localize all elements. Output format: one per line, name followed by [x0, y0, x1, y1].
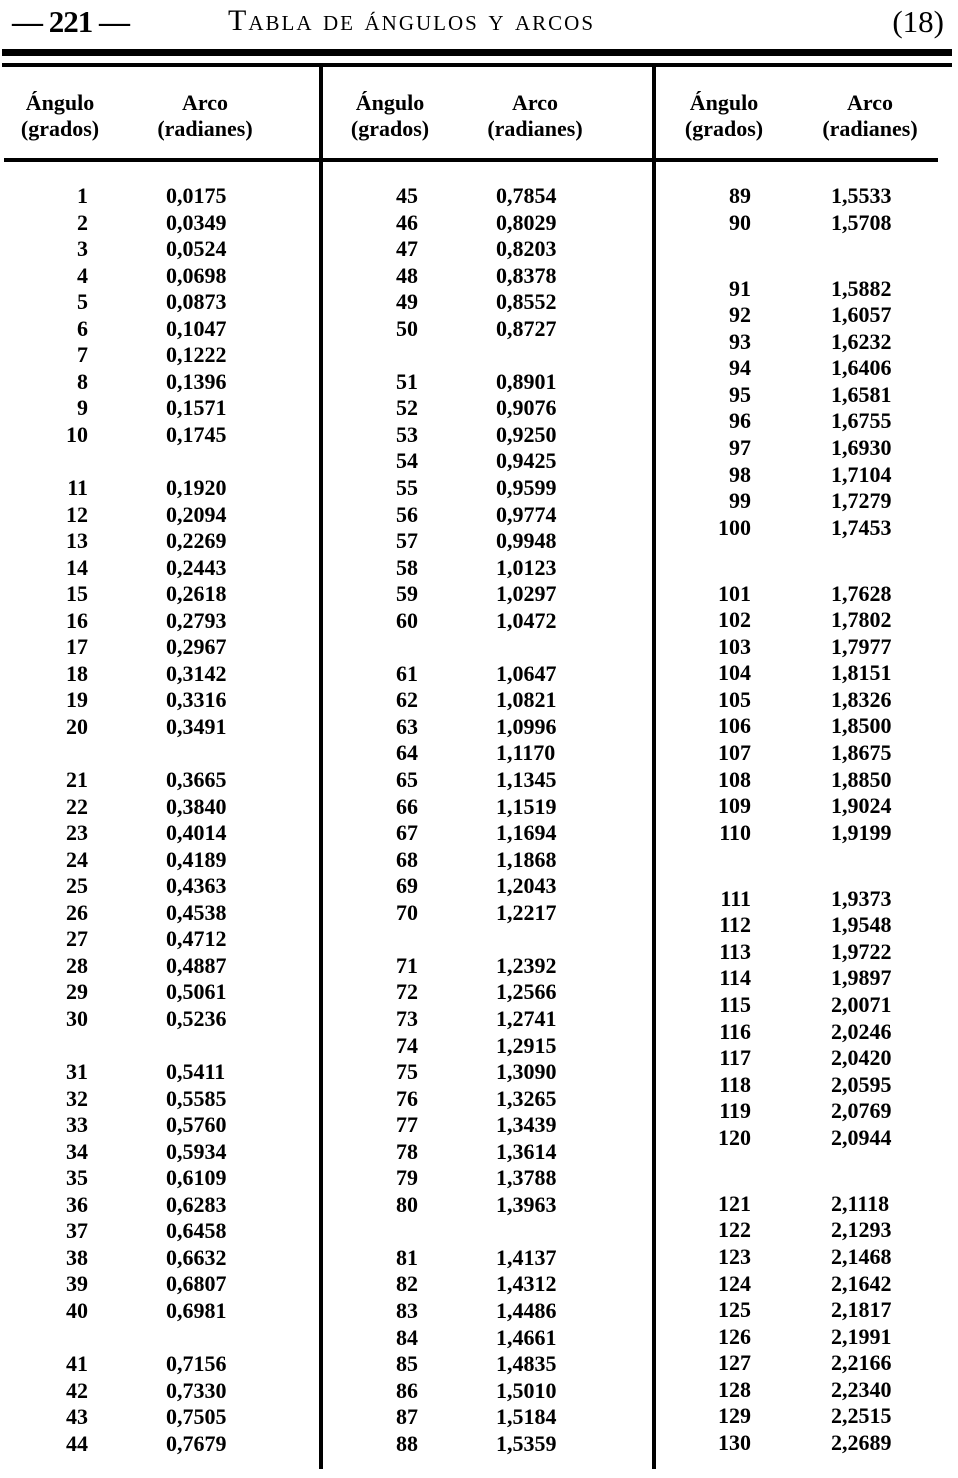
- arc-radians: 0,2094: [166, 501, 227, 527]
- arc-radians: 0,2967: [166, 634, 227, 660]
- angle-degrees: 9: [77, 395, 88, 421]
- angle-degrees: 97: [729, 434, 751, 460]
- angle-degrees: 50: [396, 315, 418, 341]
- angle-degrees: 43: [66, 1404, 88, 1430]
- angle-degrees: 82: [396, 1271, 418, 1297]
- angle-degrees: 96: [729, 408, 751, 434]
- arc-radians: 0,2793: [166, 607, 227, 633]
- arc-radians: 2,2166: [831, 1350, 892, 1376]
- arc-radians: 0,8901: [496, 368, 557, 394]
- angle-degrees: 64: [396, 740, 418, 766]
- arc-radians: 2,1642: [831, 1270, 892, 1296]
- angle-degrees: 23: [66, 820, 88, 846]
- column-header: [330, 90, 630, 150]
- page-number: — 221 —: [12, 4, 129, 39]
- arc-radians: 0,9076: [496, 395, 557, 421]
- arc-radians: 0,1222: [166, 342, 227, 368]
- arc-radians: 0,3665: [166, 767, 227, 793]
- angle-degrees: 89: [729, 183, 751, 208]
- column-divider: [652, 67, 656, 1469]
- angle-degrees: 118: [719, 1071, 751, 1097]
- arc-radians: 1,1170: [496, 740, 556, 766]
- arc-radians: 0,0524: [166, 236, 227, 262]
- arc-radians: 1,0821: [496, 687, 557, 713]
- arc-radians: 1,5882: [831, 275, 892, 301]
- arc-radians: 1,0647: [496, 660, 557, 686]
- angle-degrees: 128: [718, 1376, 751, 1402]
- arc-header: Arco: [511, 90, 559, 115]
- angle-degrees: 42: [66, 1377, 88, 1403]
- arc-radians: 1,3439: [496, 1112, 557, 1138]
- arc-radians: 1,9199: [831, 819, 892, 845]
- arc-header: Arco: [846, 90, 894, 115]
- angle-degrees: 110: [719, 819, 751, 845]
- angle-degrees: 45: [396, 183, 418, 208]
- angle-degrees: 67: [396, 820, 418, 846]
- arc-radians: 1,0297: [496, 581, 557, 607]
- angle-degrees: 114: [719, 965, 751, 991]
- angle-degrees: 14: [66, 554, 88, 580]
- angle-degrees: 54: [396, 448, 418, 474]
- arc-radians: 1,2392: [496, 952, 557, 978]
- arc-radians: 0,9774: [496, 501, 557, 527]
- angle-degrees: 48: [396, 262, 418, 288]
- arc-radians: 0,0349: [166, 209, 227, 235]
- angle-degrees: 117: [719, 1045, 751, 1071]
- angle-degrees: 125: [718, 1297, 751, 1323]
- arc-radians: 1,0472: [496, 607, 557, 633]
- angle-degrees: 113: [719, 938, 751, 964]
- arc-radians: 1,7802: [831, 607, 892, 633]
- arc-radians: 2,2340: [831, 1376, 892, 1402]
- angle-degrees: 20: [66, 713, 88, 739]
- arc-radians: 1,7977: [831, 633, 892, 659]
- angle-degrees: 112: [719, 912, 751, 938]
- angle-degrees: 63: [396, 713, 418, 739]
- arc-radians: 0,8203: [496, 236, 557, 262]
- column-header-rule: [4, 158, 938, 162]
- arc-radians: 1,3963: [496, 1191, 557, 1217]
- angle-degrees: 32: [66, 1085, 88, 1111]
- angle-degrees: 78: [396, 1138, 418, 1164]
- arc-radians: 1,9548: [831, 912, 892, 938]
- arc-radians: 1,2217: [496, 899, 557, 925]
- arc-radians: 1,7279: [831, 488, 892, 514]
- angle-degrees: 86: [396, 1377, 418, 1403]
- arc-radians: 1,8500: [831, 713, 892, 739]
- angle-degrees: 4: [77, 262, 88, 288]
- angle-degrees: 90: [729, 209, 751, 235]
- arc-radians: 0,1571: [166, 395, 227, 421]
- arc-radians: 2,1817: [831, 1297, 892, 1323]
- arc-radians: 0,7330: [166, 1377, 227, 1403]
- arc-radians: 2,1991: [831, 1323, 892, 1349]
- arc-radians: 1,8675: [831, 740, 892, 766]
- arc-radians: 0,8552: [496, 289, 557, 315]
- arc-radians: 1,5533: [831, 183, 892, 208]
- arc-radians: 1,8850: [831, 766, 892, 792]
- arc-radians: 0,3142: [166, 660, 227, 686]
- angle-degrees: 2: [77, 209, 88, 235]
- angle-degrees: 62: [396, 687, 418, 713]
- angle-degrees: 29: [66, 979, 88, 1005]
- angle-degrees: 79: [396, 1165, 418, 1191]
- angle-degrees: 12: [66, 501, 88, 527]
- angle-degrees: 19: [66, 687, 88, 713]
- angle-degrees: 1: [77, 183, 88, 208]
- arc-radians: 0,7156: [166, 1351, 227, 1377]
- arc-radians: 2,0595: [831, 1071, 892, 1097]
- angle-degrees: 95: [729, 381, 751, 407]
- angle-degrees: 49: [396, 289, 418, 315]
- arc-radians: 2,0071: [831, 992, 892, 1017]
- arc-radians: 1,7104: [831, 461, 892, 487]
- angle-degrees: 3: [77, 236, 88, 262]
- arc-radians: 0,5585: [166, 1085, 227, 1111]
- angle-degrees: 122: [718, 1217, 751, 1243]
- angle-degrees: 38: [66, 1244, 88, 1270]
- arc-radians: 0,8378: [496, 262, 557, 288]
- arc-radians: 1,9722: [831, 938, 892, 964]
- angle-degrees: 100: [718, 514, 751, 540]
- arc-radians: 0,2269: [166, 528, 227, 554]
- angle-degrees: 27: [66, 926, 88, 952]
- arc-radians: 1,5359: [496, 1430, 557, 1456]
- arc-radians: 0,5760: [166, 1112, 227, 1138]
- angle-degrees: 58: [396, 554, 418, 580]
- arc-radians: 1,1694: [496, 820, 557, 846]
- arc-radians: 1,9373: [831, 885, 892, 911]
- arc-radians: 1,2915: [496, 1032, 557, 1058]
- angle-degrees: 5: [77, 289, 88, 315]
- column-header: [0, 90, 300, 150]
- angle-degrees: 119: [719, 1098, 751, 1124]
- angle-degrees: 69: [396, 873, 418, 899]
- angle-degrees: 103: [718, 633, 751, 659]
- angle-degrees: 106: [718, 713, 751, 739]
- angle-degrees: 121: [718, 1190, 751, 1216]
- arc-radians: 1,7628: [831, 580, 892, 606]
- arc-radians: 0,5934: [166, 1138, 227, 1164]
- angle-degrees: 92: [729, 302, 751, 328]
- column-divider: [319, 67, 323, 1469]
- angle-degrees: 99: [729, 488, 751, 514]
- arc-radians: 0,6807: [166, 1271, 227, 1297]
- angle-degrees: 123: [718, 1243, 751, 1269]
- column-header: [660, 90, 958, 150]
- angle-degrees: 57: [396, 528, 418, 554]
- page-header: [0, 0, 958, 46]
- angle-degrees: 71: [396, 952, 418, 978]
- angle-degrees: 72: [396, 979, 418, 1005]
- arc-radians: 0,1047: [166, 315, 227, 341]
- angle-degrees: 111: [720, 885, 751, 911]
- angle-degrees: 84: [396, 1324, 418, 1350]
- arc-radians: 1,2566: [496, 979, 557, 1005]
- arc-unit-header: (radianes): [822, 116, 918, 141]
- angle-header: Ángulo: [25, 90, 95, 115]
- angle-degrees: 25: [66, 873, 88, 899]
- angle-degrees: 76: [396, 1085, 418, 1111]
- angle-degrees: 13: [66, 528, 88, 554]
- angle-header: Ángulo: [355, 90, 425, 115]
- angle-degrees: 10: [66, 421, 88, 447]
- angle-degrees: 56: [396, 501, 418, 527]
- angle-degrees: 80: [396, 1191, 418, 1217]
- angle-degrees: 108: [718, 766, 751, 792]
- angle-degrees: 91: [729, 275, 751, 301]
- arc-radians: 0,5411: [166, 1059, 226, 1085]
- arc-unit-header: (radianes): [487, 116, 583, 141]
- angle-degrees: 83: [396, 1297, 418, 1323]
- angle-degrees: 115: [719, 992, 751, 1017]
- arc-radians: 1,9897: [831, 965, 892, 991]
- angle-degrees: 44: [66, 1430, 88, 1456]
- arc-radians: 2,2515: [831, 1403, 892, 1429]
- arc-radians: 1,6406: [831, 355, 892, 381]
- angle-degrees: 59: [396, 581, 418, 607]
- arc-radians: 0,9599: [496, 475, 557, 501]
- angle-degrees: 88: [396, 1430, 418, 1456]
- angle-unit-header: (grados): [684, 116, 764, 141]
- arc-radians: 0,3840: [166, 793, 227, 819]
- angle-degrees: 61: [396, 660, 418, 686]
- arc-radians: 1,3788: [496, 1165, 557, 1191]
- angle-degrees: 127: [718, 1350, 751, 1376]
- angle-degrees: 73: [396, 1005, 418, 1031]
- arc-radians: 1,6057: [831, 302, 892, 328]
- arc-radians: 0,8727: [496, 315, 557, 341]
- arc-radians: 0,4363: [166, 873, 227, 899]
- arc-radians: 0,4014: [166, 820, 227, 846]
- angle-degrees: 47: [396, 236, 418, 262]
- arc-radians: 0,4712: [166, 926, 227, 952]
- angle-degrees: 87: [396, 1404, 418, 1430]
- arc-radians: 0,6981: [166, 1297, 227, 1323]
- angle-degrees: 41: [66, 1351, 88, 1377]
- angle-degrees: 77: [396, 1112, 418, 1138]
- angle-degrees: 52: [396, 395, 418, 421]
- arc-radians: 2,0944: [831, 1124, 892, 1150]
- arc-radians: 1,1868: [496, 846, 557, 872]
- arc-radians: 0,8029: [496, 209, 557, 235]
- arc-radians: 0,0175: [166, 183, 227, 208]
- arc-radians: 1,1519: [496, 793, 557, 819]
- arc-radians: 1,7453: [831, 514, 892, 540]
- arc-radians: 0,2618: [166, 581, 227, 607]
- arc-radians: 1,4312: [496, 1271, 557, 1297]
- arc-radians: 0,1396: [166, 368, 227, 394]
- arc-radians: 1,4661: [496, 1324, 557, 1350]
- angle-degrees: 126: [718, 1323, 751, 1349]
- arc-radians: 1,0123: [496, 554, 557, 580]
- angle-degrees: 74: [396, 1032, 418, 1058]
- angle-degrees: 33: [66, 1112, 88, 1138]
- header-rule-thin: [2, 63, 952, 67]
- angle-degrees: 30: [66, 1005, 88, 1031]
- arc-radians: 1,8326: [831, 686, 892, 712]
- arc-radians: 0,5061: [166, 979, 227, 1005]
- arc-radians: 1,6232: [831, 328, 892, 354]
- angle-degrees: 98: [729, 461, 751, 487]
- arc-radians: 0,7679: [166, 1430, 227, 1456]
- angle-degrees: 40: [66, 1297, 88, 1323]
- arc-radians: 1,6581: [831, 381, 892, 407]
- arc-radians: 1,4137: [496, 1244, 557, 1270]
- arc-radians: 0,7505: [166, 1404, 227, 1430]
- angle-degrees: 35: [66, 1165, 88, 1191]
- arc-unit-header: (radianes): [157, 116, 253, 141]
- arc-radians: 1,1345: [496, 767, 557, 793]
- arc-radians: 0,6283: [166, 1191, 227, 1217]
- header-rule-thick: [2, 49, 952, 56]
- arc-radians: 0,4189: [166, 846, 227, 872]
- angle-degrees: 31: [66, 1059, 88, 1085]
- angle-degrees: 66: [396, 793, 418, 819]
- angle-degrees: 22: [66, 793, 88, 819]
- angle-degrees: 8: [77, 368, 88, 394]
- arc-radians: 0,6458: [166, 1218, 227, 1244]
- angle-degrees: 124: [718, 1270, 751, 1296]
- arc-radians: 0,7854: [496, 183, 557, 208]
- arc-radians: 0,1920: [166, 475, 227, 501]
- arc-radians: 1,5010: [496, 1377, 557, 1403]
- arc-radians: 0,9250: [496, 421, 557, 447]
- angle-degrees: 130: [718, 1429, 751, 1455]
- angle-degrees: 116: [719, 1018, 751, 1044]
- page-title: Tabla de ángulos y arcos: [228, 4, 596, 37]
- angle-degrees: 24: [66, 846, 88, 872]
- arc-radians: 1,4486: [496, 1297, 557, 1323]
- angle-degrees: 34: [66, 1138, 88, 1164]
- arc-radians: 2,1468: [831, 1243, 892, 1269]
- arc-radians: 1,8151: [831, 660, 892, 686]
- angle-degrees: 16: [66, 607, 88, 633]
- arc-radians: 2,1293: [831, 1217, 892, 1243]
- angle-degrees: 109: [718, 793, 751, 819]
- angle-degrees: 129: [718, 1403, 751, 1429]
- arc-radians: 1,2741: [496, 1005, 557, 1031]
- angle-degrees: 94: [729, 355, 751, 381]
- arc-radians: 1,4835: [496, 1351, 557, 1377]
- arc-radians: 0,2443: [166, 554, 227, 580]
- arc-radians: 0,9425: [496, 448, 557, 474]
- angle-degrees: 102: [718, 607, 751, 633]
- angle-unit-header: (grados): [350, 116, 430, 141]
- arc-radians: 2,0420: [831, 1045, 892, 1071]
- arc-radians: 0,6632: [166, 1244, 227, 1270]
- angle-degrees: 37: [66, 1218, 88, 1244]
- arc-radians: 1,0996: [496, 713, 557, 739]
- angle-header: Ángulo: [689, 90, 759, 115]
- angle-degrees: 81: [396, 1244, 418, 1270]
- angle-degrees: 6: [77, 315, 88, 341]
- angle-degrees: 46: [396, 209, 418, 235]
- arc-radians: 0,0873: [166, 289, 227, 315]
- angle-degrees: 105: [718, 686, 751, 712]
- angle-degrees: 75: [396, 1059, 418, 1085]
- arc-radians: 0,5236: [166, 1005, 227, 1031]
- arc-radians: 2,0769: [831, 1098, 892, 1124]
- angle-degrees: 93: [729, 328, 751, 354]
- angle-degrees: 53: [396, 421, 418, 447]
- arc-radians: 1,9024: [831, 793, 892, 819]
- angle-degrees: 107: [718, 740, 751, 766]
- angle-degrees: 60: [396, 607, 418, 633]
- arc-radians: 1,3090: [496, 1059, 557, 1085]
- arc-radians: 0,4538: [166, 899, 227, 925]
- arc-radians: 1,5184: [496, 1404, 557, 1430]
- arc-radians: 1,3265: [496, 1085, 557, 1111]
- angle-degrees: 120: [718, 1124, 751, 1150]
- table-number: (18): [892, 4, 944, 39]
- arc-radians: 2,0246: [831, 1018, 892, 1044]
- arc-radians: 1,6755: [831, 408, 892, 434]
- angle-degrees: 51: [396, 368, 418, 394]
- angle-degrees: 85: [396, 1351, 418, 1377]
- arc-radians: 0,0698: [166, 262, 227, 288]
- arc-radians: 0,3316: [166, 687, 227, 713]
- angle-unit-header: (grados): [20, 116, 100, 141]
- arc-header: Arco: [181, 90, 229, 115]
- angle-degrees: 68: [396, 846, 418, 872]
- arc-radians: 0,4887: [166, 952, 227, 978]
- angle-degrees: 11: [67, 475, 88, 501]
- angle-degrees: 21: [66, 767, 88, 793]
- arc-radians: 2,2689: [831, 1429, 892, 1455]
- arc-radians: 1,5708: [831, 209, 892, 235]
- arc-radians: 1,3614: [496, 1138, 557, 1164]
- arc-radians: 0,1745: [166, 421, 227, 447]
- arc-radians: 2,1118: [831, 1190, 890, 1216]
- arc-radians: 0,6109: [166, 1165, 227, 1191]
- angle-degrees: 26: [66, 899, 88, 925]
- arc-radians: 1,6930: [831, 434, 892, 460]
- angle-degrees: 7: [77, 342, 88, 368]
- angle-degrees: 15: [66, 581, 88, 607]
- angle-degrees: 18: [66, 660, 88, 686]
- arc-radians: 0,3491: [166, 713, 227, 739]
- arc-radians: 1,2043: [496, 873, 557, 899]
- angle-degrees: 36: [66, 1191, 88, 1217]
- angle-degrees: 55: [396, 475, 418, 501]
- angle-degrees: 17: [66, 634, 88, 660]
- angle-degrees: 101: [718, 580, 751, 606]
- angle-degrees: 65: [396, 767, 418, 793]
- arc-radians: 0,9948: [496, 528, 557, 554]
- angle-degrees: 70: [396, 899, 418, 925]
- angle-degrees: 28: [66, 952, 88, 978]
- angle-degrees: 104: [718, 660, 751, 686]
- angle-degrees: 39: [66, 1271, 88, 1297]
